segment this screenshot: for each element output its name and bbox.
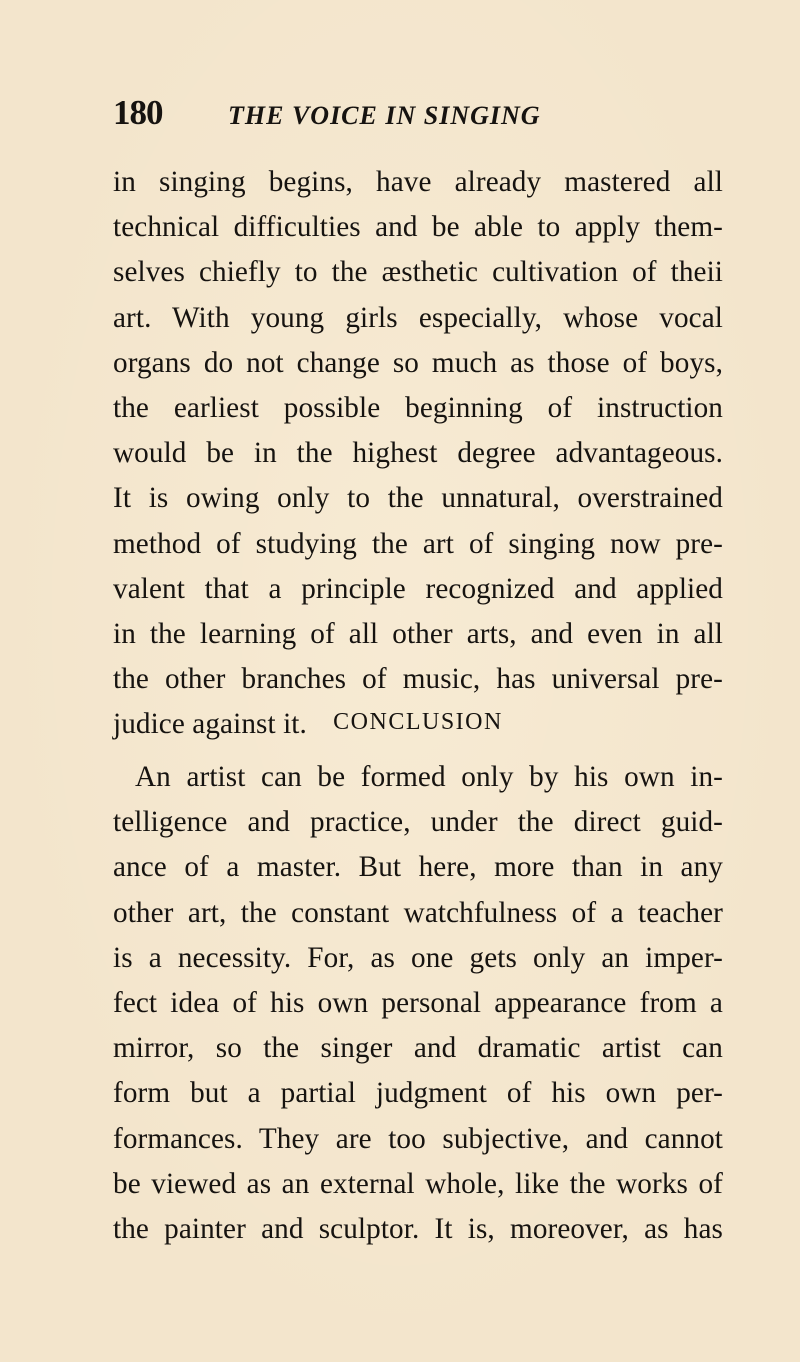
text-line: valent that a principle recognized and applied	[113, 572, 723, 605]
section-heading: CONCLUSION	[333, 709, 503, 735]
text-line: in singing begins, have already mastered all	[113, 166, 723, 198]
text-line: form but a partial judgment of his own per-	[113, 1077, 723, 1110]
text-line: in the learning of all other arts, and even in all	[113, 617, 723, 650]
text-line: An artist can be formed only by his own in-	[135, 761, 723, 793]
text-line: would be in the highest degree advantageous.	[113, 437, 723, 470]
text-line: judice against it.	[113, 708, 307, 741]
text-line: It is owing only to the unnatural, overstrained	[113, 482, 723, 515]
text-line: art. With young girls especially, whose vocal	[113, 301, 723, 334]
text-line: selves chiefly to the æsthetic cultivation of theii	[113, 256, 723, 289]
paragraph-2	[113, 755, 723, 1252]
text-line: organs do not change so much as those of boys,	[113, 346, 723, 379]
text-line: method of studying the art of singing now pre-	[113, 527, 723, 560]
text-line: formances. They are too subjective, and cannot	[113, 1122, 723, 1155]
text-line: ance of a master. But here, more than in any	[113, 851, 723, 884]
text-line: the other branches of music, has universal pre-	[113, 663, 723, 696]
running-head	[113, 88, 713, 138]
text-line: the painter and sculptor. It is, moreover, as has	[113, 1212, 723, 1245]
text-line: the earliest possible beginning of instruction	[113, 391, 723, 424]
text-line: other art, the constant watchfulness of a teacher	[113, 896, 723, 929]
page-number: 180	[113, 93, 163, 132]
text-line: fect idea of his own personal appearance from a	[113, 986, 723, 1019]
text-line: be viewed as an external whole, like the works of	[113, 1167, 723, 1200]
text-line: technical difficulties and be able to apply them-	[113, 211, 723, 244]
text-line: telligence and practice, under the direct guid-	[113, 806, 723, 839]
paragraph-1	[113, 160, 723, 747]
running-title: THE VOICE IN SINGING	[228, 101, 541, 130]
text-line: mirror, so the singer and dramatic artist can	[113, 1032, 723, 1065]
text-line: is a necessity. For, as one gets only an imper-	[113, 941, 723, 974]
